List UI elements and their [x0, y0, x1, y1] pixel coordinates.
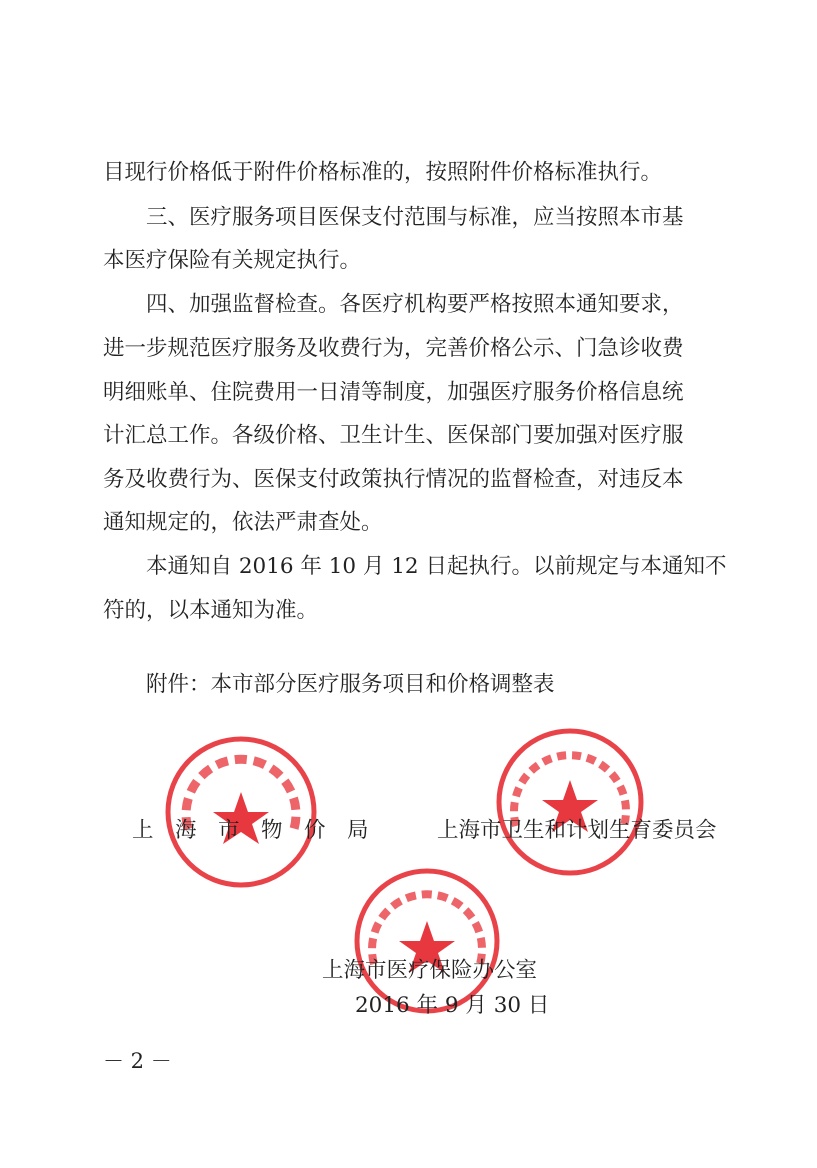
- price-bureau-seal: [163, 734, 319, 890]
- signature-date: 2016 年 9 月 30 日: [355, 993, 550, 1018]
- body-line-7: 计汇总工作。各级价格、卫生计生、医保部门要加强对医疗服: [103, 423, 684, 448]
- signature-medical-insurance-office: 上海市医疗保险办公室: [322, 958, 538, 983]
- body-line-4: 四、加强监督检查。各医疗机构要严格按照本通知要求，: [146, 292, 684, 317]
- page-number: － 2 －: [103, 1049, 172, 1073]
- health-commission-seal: [494, 726, 646, 878]
- signature-price-bureau: 上 海 市 物 价 局: [132, 818, 369, 843]
- body-line-8: 务及收费行为、医保支付政策执行情况的监督检查，对违反本: [103, 467, 684, 492]
- body-line-1: 目现行价格低于附件价格标准的，按照附件价格标准执行。: [103, 160, 663, 185]
- signature-health-commission: 上海市卫生和计划生育委员会: [437, 818, 717, 843]
- attachment-line: 附件：本市部分医疗服务项目和价格调整表: [146, 672, 555, 697]
- body-line-3: 本医疗保险有关规定执行。: [103, 248, 362, 273]
- body-line-10: 本通知自 2016 年 10 月 12 日起执行。以前规定与本通知不: [146, 554, 727, 579]
- body-line-11: 符的，以本通知为准。: [103, 598, 319, 623]
- body-line-2: 三、医疗服务项目医保支付范围与标准，应当按照本市基: [146, 205, 684, 230]
- body-line-9: 通知规定的，依法严肃查处。: [103, 510, 383, 535]
- body-line-6: 明细账单、住院费用一日清等制度，加强医疗服务价格信息统: [103, 380, 684, 405]
- body-line-5: 进一步规范医疗服务及收费行为，完善价格公示、门急诊收费: [103, 336, 684, 361]
